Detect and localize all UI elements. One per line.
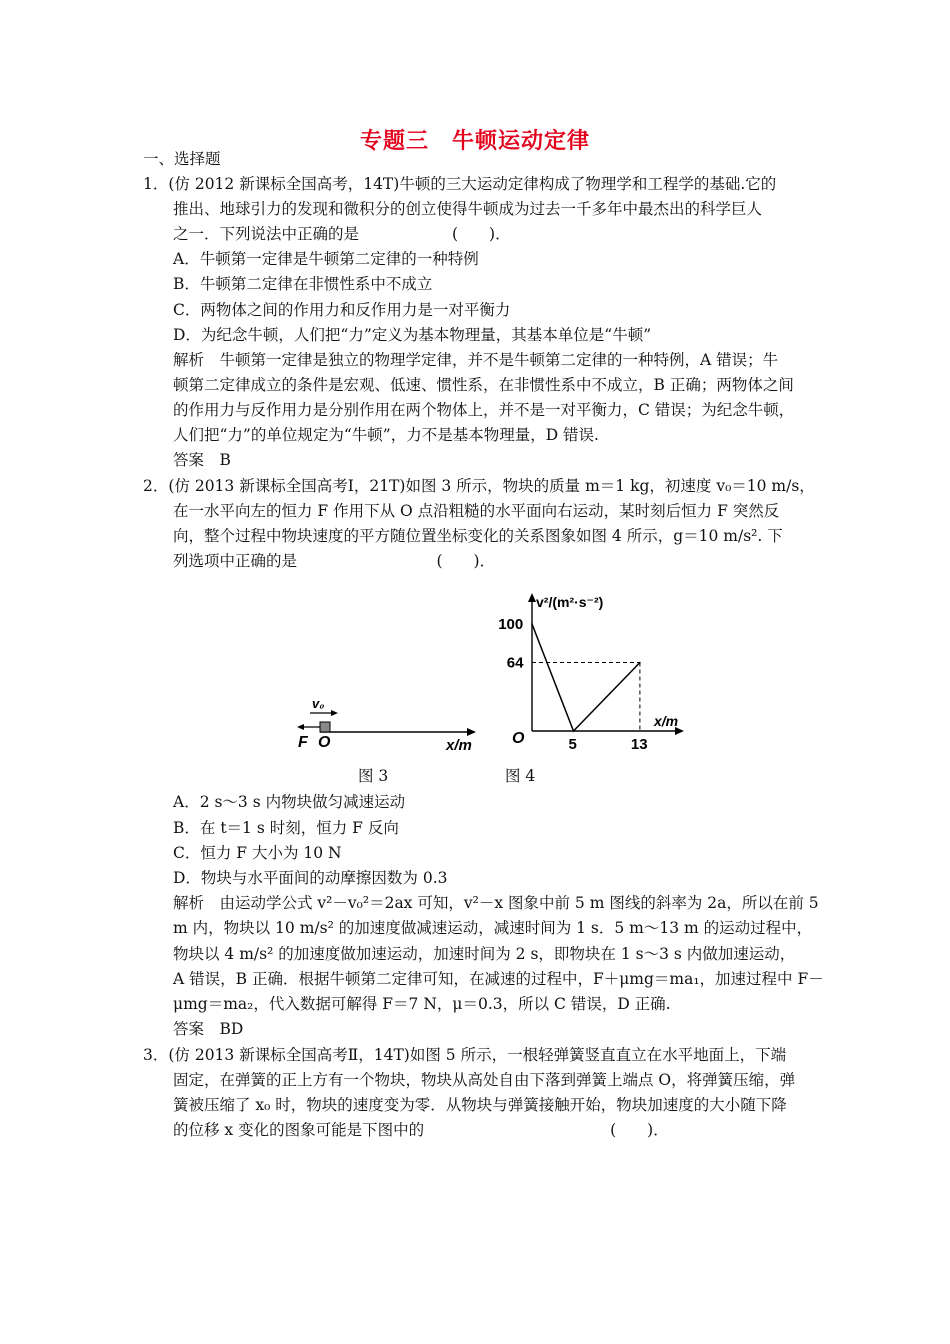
x-axis-label: x/m (654, 713, 679, 729)
figure-3-diagram (290, 695, 490, 755)
question-2-option-c: C．恒力 F 大小为 10 N (173, 844, 342, 862)
data-point (573, 730, 575, 732)
velocity-label: v₀ (312, 696, 325, 711)
y-axis-label: v²/(m²·s⁻²) (536, 594, 604, 610)
figure-4-caption: 图 4 (505, 767, 536, 785)
section-heading: 一、选择题 (143, 150, 221, 168)
question-3-line: 3．(仿 2013 新课标全国高考Ⅱ，14T)如图 5 所示，一根轻弹簧竖直直立在水平地面上，下端 (143, 1046, 787, 1064)
y-tick-label: 64 (506, 654, 524, 672)
origin-label: O (512, 730, 525, 747)
question-2-line: 向，整个过程中物块速度的平方随位置坐标变化的关系图象如图 4 所示，g＝10 m/s². 下 (173, 527, 783, 545)
y-axis-arrowhead (528, 593, 536, 602)
question-1-line: 推出、地球引力的发现和微积分的创立使得牛顿成为过去一千多年中最杰出的科学巨人 (173, 200, 763, 218)
figure-4-chart (490, 585, 700, 755)
question-1-option-d: D．为纪念牛顿，人们把“力”定义为基本物理量，其基本单位是“牛顿” (173, 326, 652, 344)
question-1-analysis-line: 人们把“力”的单位规定为“牛顿”，力不是基本物理量，D 错误. (173, 426, 599, 444)
question-2-option-b: B．在 t＝1 s 时刻，恒力 F 反向 (173, 819, 399, 837)
question-3-line: 固定，在弹簧的正上方有一个物块，物块从高处自由下落到弹簧上端点 O，将弹簧压缩，弹 (173, 1071, 796, 1089)
question-2-line: 在一水平向左的恒力 F 作用下从 O 点沿粗糙的水平面向右运动，某时刻后恒力 F 突然反 (173, 502, 780, 520)
series-line (532, 624, 640, 731)
x-axis-label: x/m (446, 737, 472, 754)
x-tick-label: 13 (630, 736, 648, 753)
y-tick-label: 100 (498, 616, 524, 633)
question-1-option-b: B．牛顿第二定律在非惯性系中不成立 (173, 275, 433, 293)
question-1-analysis-line: 解析 牛顿第一定律是独立的物理学定律，并不是牛顿第二定律的一种特例，A 错误；牛 (173, 351, 779, 369)
question-2-line: 2．(仿 2013 新课标全国高考Ⅰ，21T)如图 3 所示，物块的质量 m＝1 kg，初速度 v₀＝10 m/s， (143, 477, 815, 495)
question-2-analysis-line: m 内，物块以 10 m/s² 的加速度做减速运动，减速时间为 1 s．5 m～13 m 的运动过程中， (173, 919, 813, 937)
force-label: F (298, 734, 308, 751)
data-point (531, 623, 533, 625)
question-1-line: 之一．下列说法中正确的是 ( )． (173, 225, 511, 243)
question-1-analysis-line: 顿第二定律成立的条件是宏观、低速、惯性系，在非惯性系中不成立，B 正确；两物体之间 (173, 376, 794, 394)
question-1-option-a: A．牛顿第一定律是牛顿第二定律的一种特例 (173, 250, 479, 268)
question-2-line: 列选项中正确的是 ( )． (173, 552, 496, 570)
question-3-line: 簧被压缩了 x₀ 时，物块的速度变为零．从物块与弹簧接触开始，物块加速度的大小随下降 (173, 1096, 787, 1114)
force-arrowhead (297, 724, 304, 730)
question-2-analysis-line: 解析 由运动学公式 v²－v₀²＝2ax 可知，v²－x 图象中前 5 m 图线的斜率为 2a，所以在前 5 (173, 894, 819, 912)
question-1-line: 1．(仿 2012 新课标全国高考，14T)牛顿的三大运动定律构成了物理学和工程学的基础.它的 (143, 175, 777, 193)
question-1-answer: 答案 B (173, 451, 231, 469)
question-2-analysis-line: 物块以 4 m/s² 的加速度做加速运动，加速时间为 2 s，即物块在 1 s～3 s 内做加速运动， (173, 945, 796, 963)
x-axis-arrowhead (467, 728, 476, 736)
question-1-option-c: C．两物体之间的作用力和反作用力是一对平衡力 (173, 301, 511, 319)
question-1-analysis-line: 的作用力与反作用力是分别作用在两个物体上，并不是一对平衡力，C 错误；为纪念牛顿， (173, 401, 795, 419)
x-tick-label: 5 (568, 736, 577, 753)
question-3-line: 的位移 x 变化的图象可能是下图中的 ( )． (173, 1121, 669, 1139)
question-2-answer: 答案 BD (173, 1020, 244, 1038)
question-2-option-a: A．2 s～3 s 内物块做匀减速运动 (173, 793, 406, 811)
question-2-analysis-line: A 错误，B 正确．根据牛顿第二定律可知，在减速的过程中，F＋μmg＝ma₁，加速过程中 F－ (173, 970, 824, 988)
figure-3-caption: 图 3 (358, 767, 389, 785)
page-title: 专题三 牛顿运动定律 (359, 129, 590, 154)
velocity-arrowhead (331, 710, 338, 716)
block (320, 722, 330, 732)
question-2-option-d: D．物块与水平面间的动摩擦因数为 0.3 (173, 869, 448, 887)
origin-label: O (318, 734, 331, 751)
question-2-analysis-line: μmg＝ma₂，代入数据可解得 F＝7 N，μ＝0.3，所以 C 错误，D 正确. (173, 995, 671, 1013)
